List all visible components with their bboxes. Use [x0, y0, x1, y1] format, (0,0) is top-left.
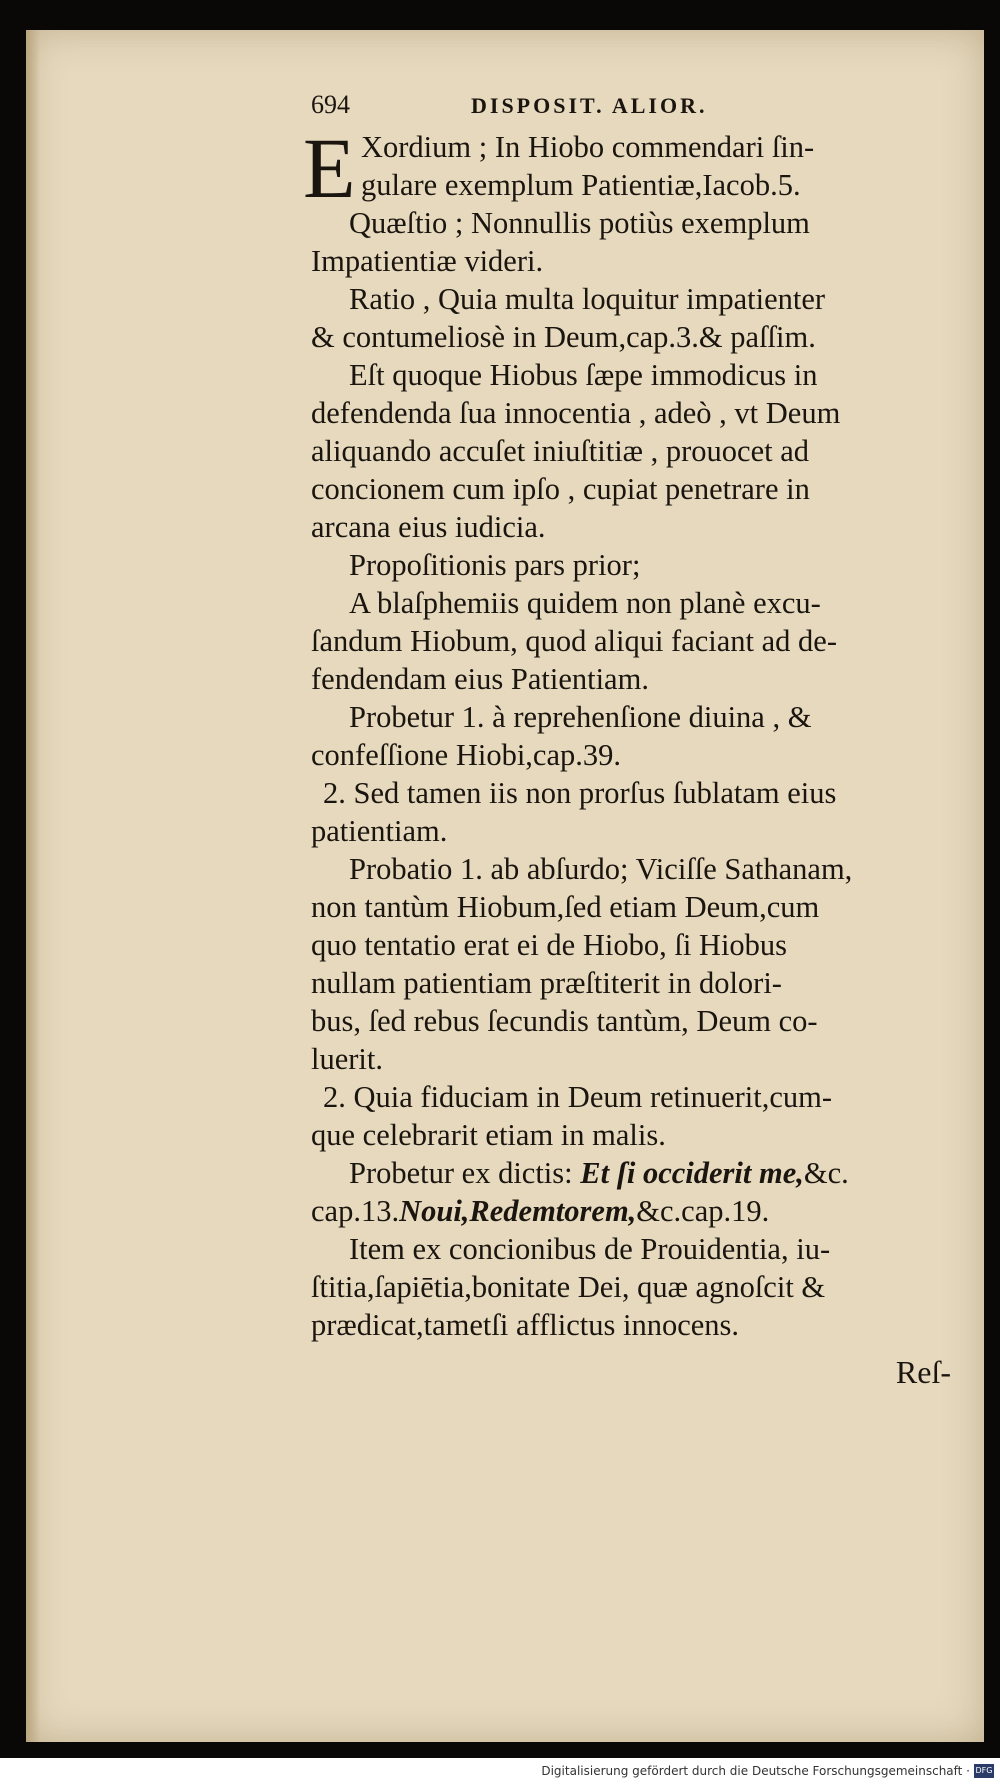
text-line: Quæſtio ; Nonnullis potiùs exemplum — [349, 206, 810, 240]
text-line: Xordium ; In Hiobo commendari ſin- — [361, 130, 815, 164]
text-line: Propoſitionis pars prior; — [349, 548, 641, 582]
text-line: confeſſione Hiobi,cap.39. — [311, 738, 621, 772]
text-line: 2. Quia fiduciam in Deum retinuerit,cum- — [323, 1080, 833, 1114]
text-line: Ratio , Quia multa loquitur impatienter — [349, 282, 826, 316]
text-plain: cap.13. — [311, 1194, 400, 1228]
text-line: prædicat,tametſi afflictus innocens. — [311, 1308, 740, 1342]
running-head — [311, 90, 961, 128]
gutter-shadow — [26, 30, 40, 1742]
text-line: ſandum Hiobum, quod aliqui faciant ad de- — [311, 624, 837, 658]
text-plain: Probetur ex dictis: — [349, 1156, 573, 1190]
text-line: & contumeliosè in Deum,cap.3.& paſſim. — [311, 320, 816, 354]
text-line: patientiam. — [311, 814, 448, 848]
catchword: Reſ- — [895, 1354, 951, 1390]
text-line: concionem cum ipſo , cupiat penetrare in — [311, 472, 810, 506]
text-line: que celebrarit etiam in malis. — [311, 1118, 666, 1152]
text-line: Probetur 1. à reprehenſione diuina , & — [349, 700, 812, 734]
text-line: arcana eius iudicia. — [311, 510, 546, 544]
text-line: 2. Sed tamen iis non prorſus ſublatam eius — [323, 776, 837, 810]
text-plain: &c.cap.19. — [636, 1194, 770, 1228]
text-line — [311, 1154, 961, 1192]
text-line: nullam patientiam præſtiterit in dolori- — [311, 966, 782, 1000]
text-line — [311, 1192, 961, 1230]
text-line: Item ex concionibus de Prouidentia, iu- — [349, 1232, 831, 1266]
text-line: defendenda ſua innocentia , adeò , vt Deum — [311, 396, 841, 430]
text-italic: Et ſi occiderit me, — [580, 1156, 804, 1190]
text-line: quo tentatio erat ei de Hiobo, ſi Hiobus — [311, 928, 788, 962]
text-line: Impatientiæ videri. — [311, 244, 544, 278]
opening-paragraph — [303, 120, 961, 216]
text-plain: &c. — [803, 1156, 849, 1190]
text-line: gulare exemplum Patientiæ,Iacob.5. — [361, 168, 801, 202]
running-title: DISPOSIT. ALIOR. — [471, 93, 708, 118]
drop-capital: E — [303, 120, 356, 216]
text-line: A blaſphemiis quidem non planè excu- — [349, 586, 821, 620]
text-line: Eſt quoque Hiobus ſæpe immodicus in — [349, 358, 818, 392]
digitization-footer — [0, 1758, 1000, 1788]
text-line: ſtitia,ſapiētia,bonitate Dei, quæ agnoſcit & — [311, 1270, 826, 1304]
text-line: fendendam eius Patientiam. — [311, 662, 649, 696]
text-line: luerit. — [311, 1042, 383, 1076]
text-block — [303, 90, 961, 1396]
funding-credit: Digitalisierung gefördert durch die Deutsche Forschungsgemeinschaft · — [541, 1764, 970, 1778]
page-number: 694 — [311, 90, 350, 119]
text-line: Probatio 1. ab abſurdo; Viciſſe Sathanam, — [349, 852, 853, 886]
text-line: non tantùm Hiobum,ſed etiam Deum,cum — [311, 890, 820, 924]
text-line: aliquando accuſet iniuſtitiæ , prouocet ad — [311, 434, 810, 468]
text-line: bus, ſed rebus ſecundis tantùm, Deum co- — [311, 1004, 818, 1038]
dfg-logo-icon: DFG — [974, 1764, 994, 1778]
text-italic: Noui,Redemtorem, — [399, 1194, 637, 1228]
book-page — [26, 30, 984, 1742]
